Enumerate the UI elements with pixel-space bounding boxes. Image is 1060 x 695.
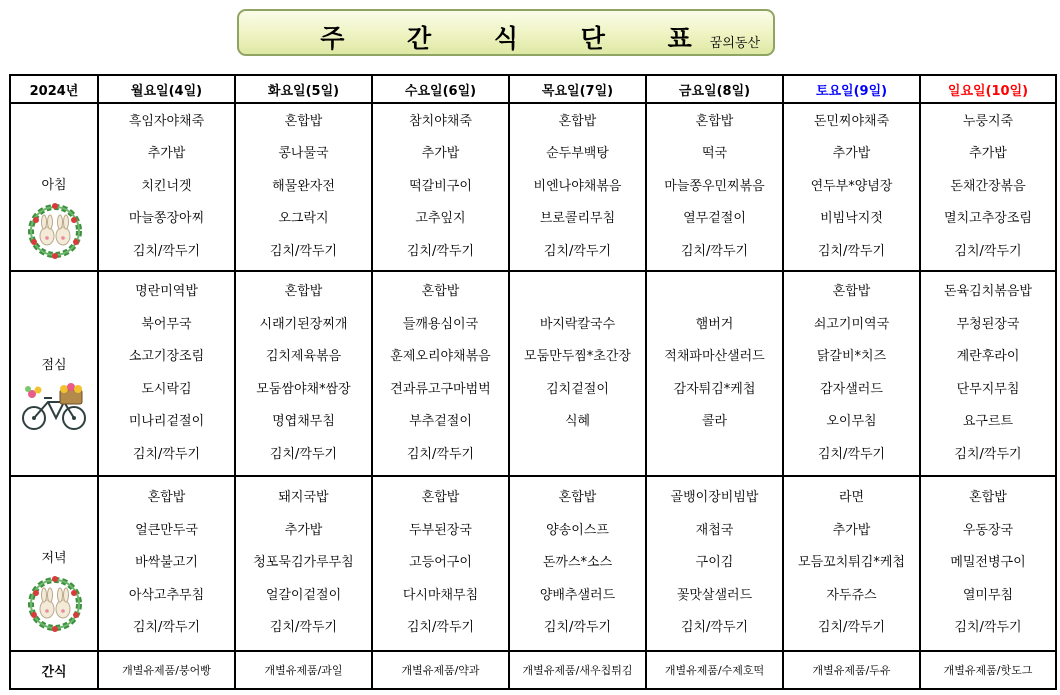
day-header-wed: 수요일(6일)	[372, 75, 509, 103]
dish-item: 멸치고추장조림	[944, 211, 1032, 227]
dish-item: 꽃맛살샐러드	[676, 587, 753, 603]
menu-cell	[235, 271, 372, 476]
meal-label-cell	[10, 103, 98, 271]
meal-illustration	[20, 380, 90, 436]
snack-item: 개별유제품/새우칩튀김	[509, 651, 646, 689]
menu-cell	[235, 103, 372, 271]
dish-item: 부추겉절이	[409, 414, 472, 429]
dish-item: 도시락김	[141, 381, 192, 397]
menu-cell	[783, 103, 920, 271]
dish-item: 우동장국	[962, 522, 1014, 538]
dish-item: 추가밥	[832, 146, 871, 162]
menu-cell	[372, 476, 509, 651]
dish-item: 계란후라이	[956, 349, 1020, 364]
menu-cell	[783, 476, 920, 651]
dish-item: 김치/깍두기	[817, 620, 886, 636]
dish-item: 추가밥	[284, 522, 323, 538]
menu-cell	[920, 103, 1056, 271]
dish-item: 혼합밥	[421, 490, 460, 506]
dish-item: 추가밥	[832, 522, 871, 538]
menu-cell	[372, 271, 509, 476]
dish-item: 콜라	[701, 414, 728, 429]
dish-item: 혼합밥	[284, 284, 323, 299]
dish-item: 얼갈이겉절이	[265, 587, 342, 603]
menu-cell	[98, 476, 235, 651]
dish-item: 시래기된장찌개	[259, 316, 348, 332]
menu-cell	[235, 476, 372, 651]
flower-bicycle-icon	[20, 380, 90, 432]
dish-item: 떡갈비구이	[409, 178, 472, 194]
dish-item: 혼합밥	[147, 490, 186, 506]
dish-item: 무청된장국	[956, 316, 1020, 332]
dish-item: 식혜	[564, 414, 591, 429]
meal-label: 점심	[41, 358, 67, 373]
dish-item	[647, 439, 782, 472]
dish-item: 김치/깍두기	[817, 446, 886, 462]
menu-cell	[783, 271, 920, 476]
day-header-fri: 금요일(8일)	[646, 75, 783, 103]
dish-item	[647, 276, 782, 309]
meal-label-cell	[10, 476, 98, 651]
day-header-tue: 화요일(5일)	[235, 75, 372, 103]
dish-item: 흑임자야채죽	[128, 113, 205, 129]
dish-item: 김치/깍두기	[132, 446, 201, 462]
dish-item: 김치/깍두기	[406, 446, 475, 462]
bunny-wreath-icon	[23, 573, 87, 635]
dish-item: 김치/깍두기	[954, 243, 1022, 259]
year-header: 2024년	[10, 75, 98, 103]
menu-cell	[920, 271, 1056, 476]
snack-item: 개별유제품/약과	[372, 651, 509, 689]
dish-item: 비엔나야채볶음	[533, 178, 622, 194]
title-banner	[237, 9, 775, 56]
dish-item: 모둠만두찜*초간장	[524, 349, 631, 364]
meal-illustration	[23, 573, 87, 639]
dish-item: 모둠쌈야채*쌈장	[256, 381, 351, 397]
dish-item: 김치/깍두기	[817, 243, 886, 259]
menu-cell	[646, 476, 783, 651]
dish-item: 미나리겉절이	[128, 414, 205, 429]
dish-item: 닭갈비*치즈	[816, 349, 887, 364]
dish-item: 청포묵김가루무침	[253, 555, 354, 571]
dish-item: 김치/깍두기	[406, 243, 475, 259]
dish-item: 누룽지죽	[962, 113, 1014, 129]
snack-row	[10, 651, 1056, 689]
dish-item: 마늘쫑장아찌	[128, 211, 205, 227]
dish-item: 명란미역밥	[135, 284, 198, 299]
dish-item: 재첩국	[695, 522, 734, 538]
dish-item: 해물완자전	[272, 178, 335, 194]
dish-item: 단무지무침	[956, 381, 1020, 397]
organization-name: 꿈의동산	[709, 36, 760, 51]
dish-item: 북어무국	[141, 316, 192, 332]
meal-row	[10, 271, 1056, 476]
dish-item: 김치제육볶음	[265, 349, 342, 364]
dish-item: 돈민찌야채죽	[813, 113, 890, 129]
dish-item: 돼지국밥	[278, 490, 329, 506]
menu-cell	[646, 103, 783, 271]
dish-item: 돈까스*소스	[542, 555, 613, 571]
meal-row	[10, 476, 1056, 651]
dish-item: 소고기장조림	[128, 349, 205, 364]
menu-cell	[98, 103, 235, 271]
menu-cell	[920, 476, 1056, 651]
dish-item: 콩나물국	[278, 146, 329, 162]
dish-item: 김치/깍두기	[269, 446, 338, 462]
dish-item: 김치/깍두기	[406, 620, 475, 636]
dish-item: 들깨용심이국	[402, 316, 479, 332]
menu-cell	[372, 103, 509, 271]
dish-item: 자두쥬스	[826, 587, 877, 603]
dish-item: 얼큰만두국	[135, 522, 198, 538]
dish-item: 김치겉절이	[546, 381, 609, 397]
header-row	[10, 75, 1056, 103]
dish-item: 다시마채무침	[402, 587, 479, 603]
snack-item: 개별유제품/핫도그	[920, 651, 1056, 689]
dish-item: 순두부백탕	[546, 146, 609, 162]
dish-item: 고추잎지	[415, 211, 466, 227]
dish-item: 혼합밥	[832, 284, 871, 299]
dish-item: 돈육김치볶음밥	[944, 284, 1032, 299]
dish-item: 바싹불고기	[135, 555, 198, 571]
dish-item: 감자샐러드	[820, 381, 883, 397]
dish-item: 추가밥	[147, 146, 186, 162]
dish-item: 명엽채무침	[272, 414, 335, 429]
bunny-wreath-icon	[23, 200, 87, 262]
dish-item: 혼합밥	[558, 490, 597, 506]
dish-item: 참치야채죽	[409, 113, 472, 129]
dish-item: 김치/깍두기	[680, 620, 749, 636]
dish-item: 고등어구이	[409, 555, 472, 571]
snack-label: 간식	[10, 651, 98, 689]
dish-item: 추가밥	[969, 146, 1007, 162]
dish-item: 브로콜리무침	[539, 211, 616, 227]
menu-cell	[509, 476, 646, 651]
dish-item: 치킨너겟	[141, 178, 192, 194]
menu-cell	[646, 271, 783, 476]
dish-item: 김치/깍두기	[680, 243, 749, 259]
dish-item: 적채파마산샐러드	[664, 349, 765, 364]
dish-item: 추가밥	[421, 146, 460, 162]
day-header-thu: 목요일(7일)	[509, 75, 646, 103]
dish-item: 김치/깍두기	[132, 620, 201, 636]
meal-row	[10, 103, 1056, 271]
dish-item: 김치/깍두기	[269, 620, 338, 636]
dish-item: 훈제오리야채볶음	[390, 349, 491, 364]
dish-item: 혼합밥	[969, 490, 1007, 506]
dish-item	[510, 276, 645, 309]
snack-item: 개별유제품/과일	[235, 651, 372, 689]
dish-item: 라면	[838, 490, 865, 506]
snack-item: 개별유제품/수제호떡	[646, 651, 783, 689]
menu-cell	[509, 271, 646, 476]
dish-item: 오그락지	[278, 211, 329, 227]
dish-item: 구이김	[695, 555, 734, 571]
dish-item: 김치/깍두기	[132, 243, 201, 259]
dish-item: 떡국	[701, 146, 728, 162]
dish-item: 골뱅이장비빔밥	[670, 490, 759, 506]
dish-item: 요구르트	[962, 414, 1014, 429]
dish-item: 아삭고추무침	[128, 587, 205, 603]
page-title: 주 간 식 단 표	[320, 24, 719, 53]
dish-item: 혼합밥	[695, 113, 734, 129]
dish-item: 감자튀김*케첩	[673, 381, 756, 397]
meal-label: 아침	[41, 178, 67, 193]
snack-item: 개별유제품/붕어빵	[98, 651, 235, 689]
meal-label-cell	[10, 271, 98, 476]
meal-illustration	[23, 200, 87, 266]
dish-item: 견과류고구마범벅	[390, 381, 491, 397]
dish-item: 혼합밥	[421, 284, 460, 299]
dish-item: 모듬꼬치튀김*케첩	[798, 555, 905, 571]
dish-item: 오이무침	[826, 414, 877, 429]
day-header-sat: 토요일(9일)	[783, 75, 920, 103]
dish-item: 마늘쫑우민찌볶음	[664, 178, 765, 194]
dish-item: 김치/깍두기	[954, 446, 1022, 462]
dish-item: 김치/깍두기	[543, 243, 612, 259]
dish-item: 김치/깍두기	[543, 620, 612, 636]
dish-item: 열미무침	[962, 587, 1014, 603]
dish-item: 돈채간장볶음	[950, 178, 1026, 194]
dish-item: 열무겉절이	[683, 211, 746, 227]
dish-item: 혼합밥	[284, 113, 323, 129]
dish-item: 쇠고기미역국	[813, 316, 890, 332]
dish-item: 비빔낙지젓	[820, 211, 883, 227]
weekly-menu-table	[9, 74, 1057, 690]
dish-item: 두부된장국	[409, 522, 472, 538]
dish-item: 햄버거	[695, 316, 734, 332]
dish-item: 바지락칼국수	[539, 316, 616, 332]
dish-item: 김치/깍두기	[269, 243, 338, 259]
meal-label: 저녁	[41, 551, 67, 566]
day-header-sun: 일요일(10일)	[920, 75, 1056, 103]
dish-item: 양배추샐러드	[539, 587, 616, 603]
dish-item: 혼합밥	[558, 113, 597, 129]
menu-cell	[509, 103, 646, 271]
menu-cell	[98, 271, 235, 476]
snack-item: 개별유제품/두유	[783, 651, 920, 689]
dish-item: 양송이스프	[546, 522, 609, 538]
day-header-mon: 월요일(4일)	[98, 75, 235, 103]
dish-item	[510, 439, 645, 472]
dish-item: 김치/깍두기	[954, 620, 1022, 636]
dish-item: 메밀전병구이	[950, 555, 1026, 571]
dish-item: 연두부*양념장	[810, 178, 893, 194]
